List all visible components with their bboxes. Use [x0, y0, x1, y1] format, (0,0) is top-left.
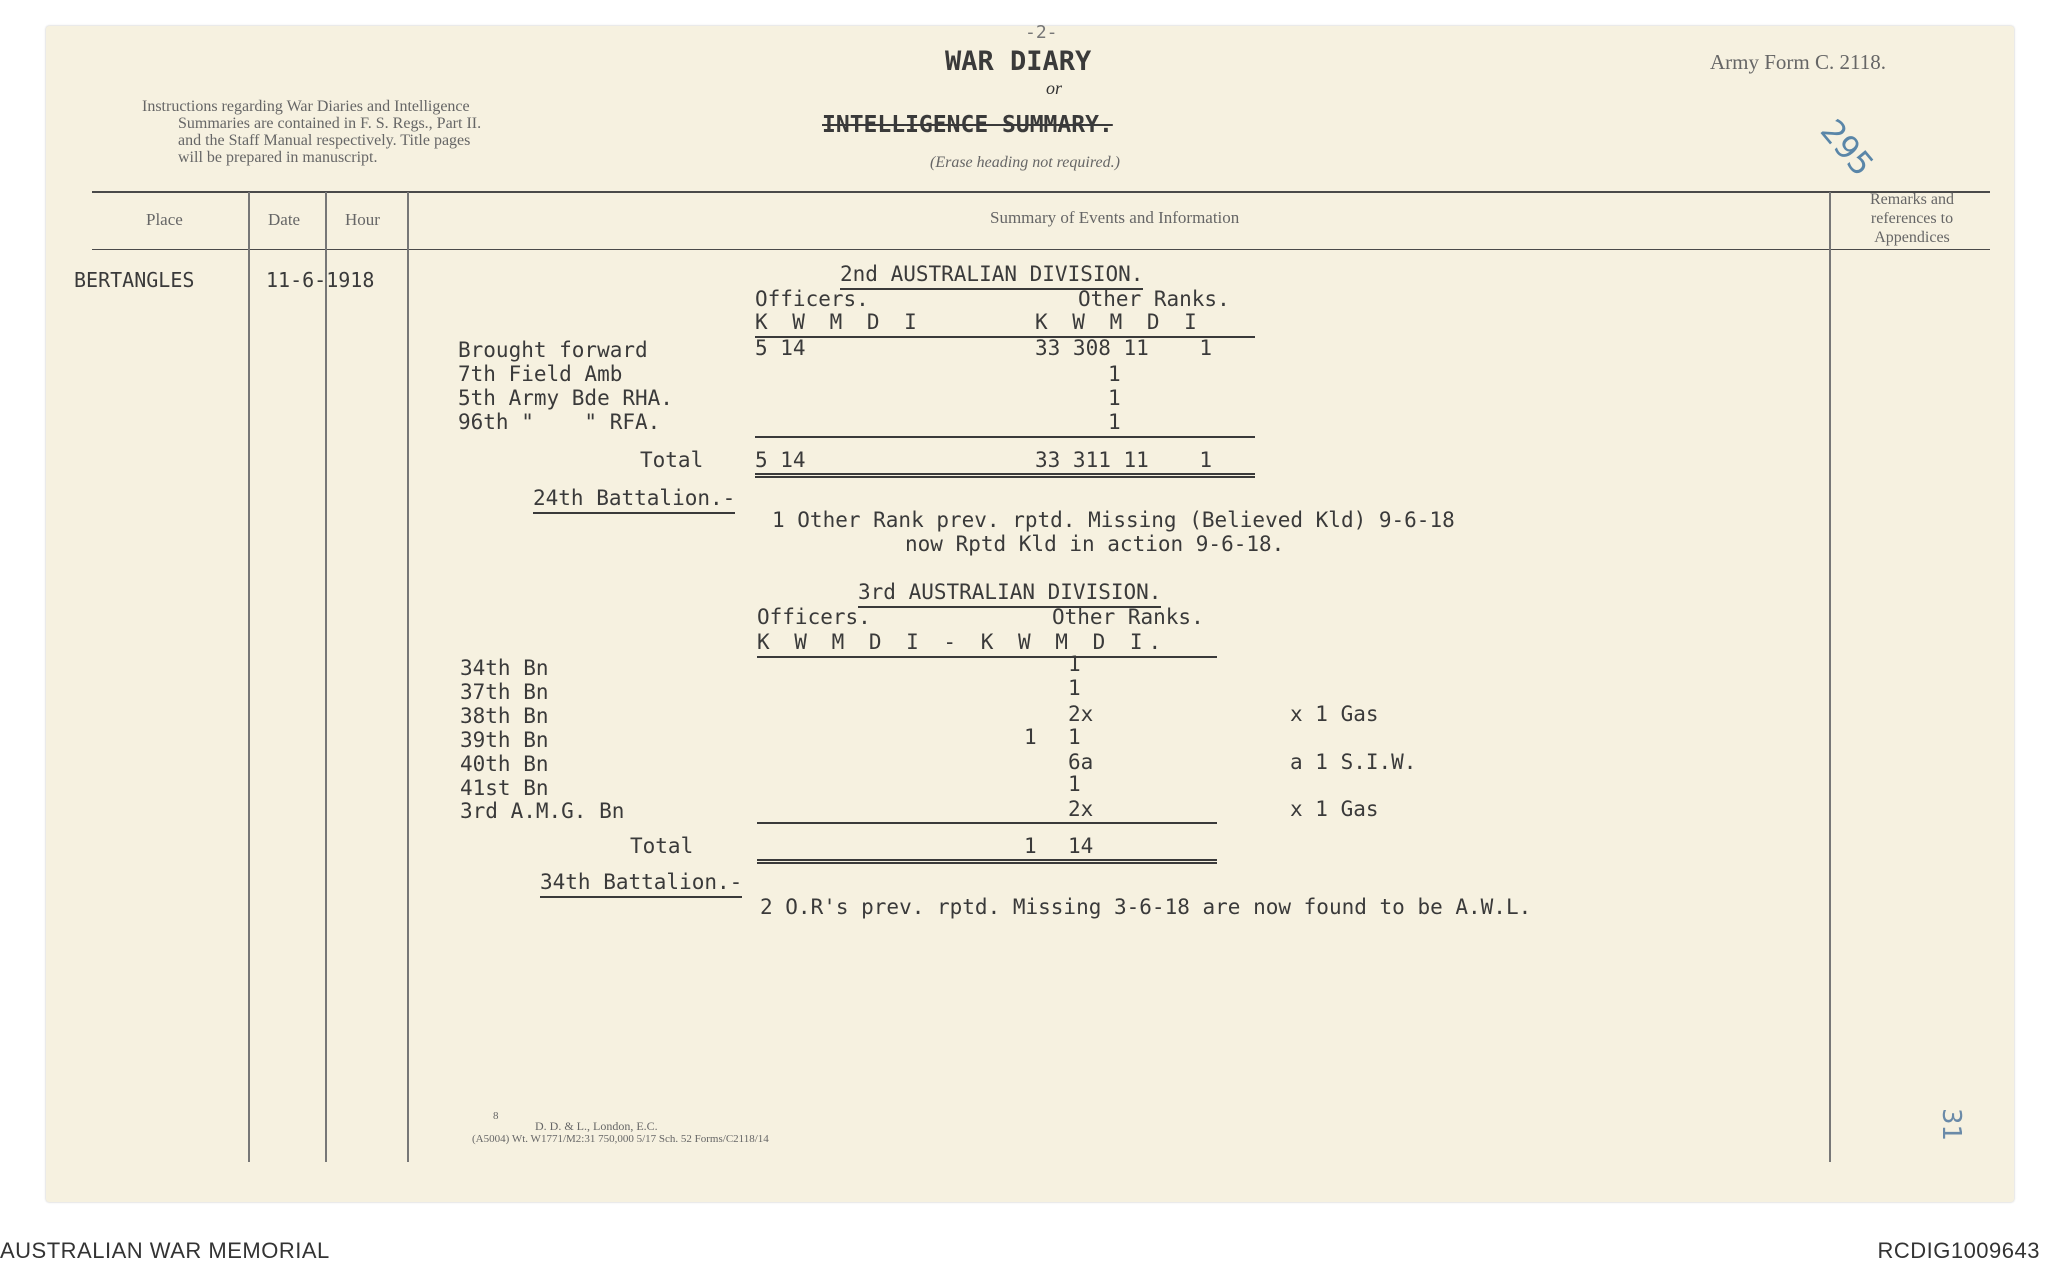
div3-row-label: 38th Bn	[460, 704, 549, 728]
div2-total-other: 33 311 11 1	[1035, 448, 1213, 472]
column-header-remarks	[1840, 190, 1984, 247]
div3-row-remark: x 1 Gas	[1290, 797, 1379, 821]
instructions	[142, 98, 481, 166]
div3-row-w: 1	[1068, 652, 1081, 676]
div3-title: 3rd AUSTRALIAN DIVISION.	[858, 580, 1161, 608]
column-divider	[248, 192, 250, 1162]
div3-total-k: 1	[1024, 834, 1037, 858]
page-title: WAR DIARY	[945, 46, 1092, 77]
diary-sheet	[46, 26, 2014, 1202]
div3-total-w: 14	[1068, 834, 1094, 858]
div3-row-remark: a 1 S.I.W.	[1290, 750, 1417, 774]
div3-row-remark: x 1 Gas	[1290, 702, 1379, 726]
stamp-number: 295	[1812, 112, 1882, 184]
div2-total-officers: 5 14	[755, 448, 806, 472]
remarks-line: references to	[1870, 210, 1954, 227]
div2-total-double-rule	[755, 473, 1255, 478]
div3-row-w: 2x	[1068, 702, 1094, 726]
div2-row-other: 1	[1108, 386, 1121, 410]
bn34-line-1: 2 O.R's prev. rptd. Missing 3-6-18 are now found to be A.W.L.	[760, 895, 1532, 919]
div3-row-w: 2x	[1068, 797, 1094, 821]
column-header-hour: Hour	[345, 210, 380, 229]
bn24-line-1: 1 Other Rank prev. rptd. Missing (Believed Kld) 9-6-18	[772, 508, 1455, 532]
instructions-line: and the Staff Manual respectively. Title pages	[178, 132, 471, 149]
div3-row-w: 6a	[1068, 750, 1094, 774]
div2-row-label: 96th " " RFA.	[458, 410, 661, 434]
div3-row-w: 1	[1068, 772, 1081, 796]
header-bottom-rule	[92, 249, 1990, 250]
entry-place: BERTANGLES	[74, 268, 195, 292]
army-form-label: Army Form C. 2118.	[1710, 50, 1886, 74]
div3-row-k: 1	[1024, 725, 1037, 749]
printer-line-1: D. D. & L., London, E.C.	[535, 1119, 658, 1133]
div2-row-other: 1	[1108, 362, 1121, 386]
instructions-line: Summaries are contained in F. S. Regs., Part II.	[178, 115, 482, 132]
div2-row-other: 33 308 11 1	[1035, 336, 1213, 360]
div3-row-label: 41st Bn	[460, 776, 549, 800]
div2-row-label: Brought forward	[458, 338, 648, 362]
div3-row-w: 1	[1068, 725, 1081, 749]
div3-row-label: 3rd A.M.G. Bn	[460, 799, 625, 823]
printer-mark: 8	[493, 1110, 499, 1122]
div2-total-label: Total	[640, 448, 704, 472]
div3-total-double-rule	[757, 859, 1217, 864]
div3-row-label: 34th Bn	[460, 656, 549, 680]
div3-row-label: 39th Bn	[460, 728, 549, 752]
div3-officers-label: Officers.	[757, 605, 871, 629]
div3-total-rule	[757, 822, 1217, 824]
div3-keys: K W M D I - K W M D I.	[757, 630, 1168, 654]
div2-row-label: 7th Field Amb	[458, 362, 623, 386]
remarks-line: Appendices	[1874, 229, 1950, 246]
div2-row-officers: 5 14	[755, 336, 806, 360]
column-divider	[1829, 192, 1831, 1162]
div2-officers-keys: K W M D I	[755, 310, 923, 334]
div2-row-other: 1	[1108, 410, 1121, 434]
div2-total-rule	[755, 436, 1255, 438]
footer-credit: AUSTRALIAN WAR MEMORIAL	[0, 1238, 330, 1263]
title-or: or	[1046, 78, 1063, 98]
entry-date: 11-6-1918	[266, 268, 375, 292]
instructions-line: Instructions regarding War Diaries and Intelligence	[142, 98, 470, 115]
header-top-rule	[92, 191, 1990, 193]
div3-row-w: 1	[1068, 676, 1081, 700]
column-header-summary: Summary of Events and Information	[990, 208, 1240, 227]
side-number: 31	[1936, 1108, 1966, 1142]
div2-row-label: 5th Army Bde RHA.	[458, 386, 673, 410]
div3-keys-rule	[757, 656, 1217, 658]
printer-line-2: (A5004) Wt. W1771/M2:31 750,000 5/17 Sch. 52 Forms/C2118/14	[472, 1133, 769, 1145]
footer-record-id: RCDIG1009643	[1877, 1238, 2040, 1263]
div3-other-label: Other Ranks.	[1052, 605, 1204, 629]
instructions-line: will be prepared in manuscript.	[178, 149, 378, 166]
div3-row-label: 37th Bn	[460, 680, 549, 704]
remarks-line: Remarks and	[1870, 191, 1954, 208]
div2-other-label: Other Ranks.	[1078, 287, 1230, 311]
bn24-line-2: now Rptd Kld in action 9-6-18.	[905, 532, 1285, 556]
column-header-date: Date	[268, 210, 301, 229]
page-number: -2-	[1025, 22, 1058, 43]
erase-note: (Erase heading not required.)	[930, 154, 1120, 171]
column-divider	[325, 192, 327, 1162]
div3-row-label: 40th Bn	[460, 752, 549, 776]
div2-title: 2nd AUSTRALIAN DIVISION.	[840, 262, 1143, 290]
column-divider	[407, 192, 409, 1162]
bn24-heading: 24th Battalion.-	[533, 486, 735, 514]
div2-officers-label: Officers.	[755, 287, 869, 311]
column-header-place: Place	[146, 210, 183, 229]
div3-total-label: Total	[630, 834, 694, 858]
bn34-heading: 34th Battalion.-	[540, 870, 742, 898]
div2-other-keys: K W M D I	[1035, 310, 1203, 334]
page-subtitle: INTELLIGENCE SUMMARY.	[822, 112, 1113, 138]
